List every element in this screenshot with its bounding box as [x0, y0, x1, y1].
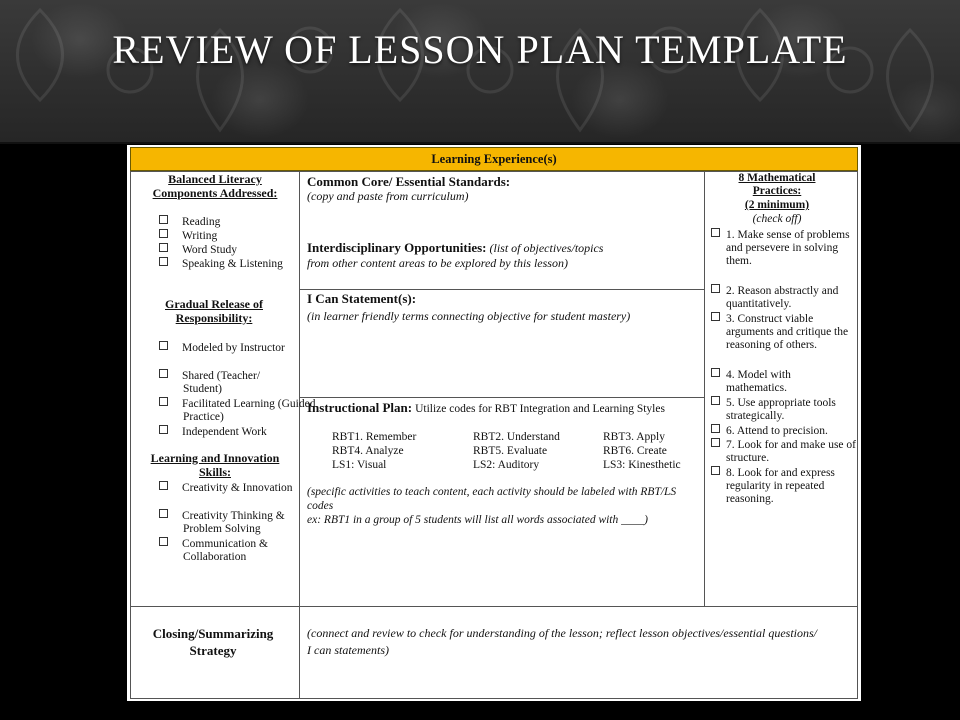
practice-item: 7. Look for and make use of structure. — [711, 438, 856, 465]
innovation-skills-title: Learning and Innovation Skills: — [150, 451, 280, 479]
list-item: Modeled by Instructor — [159, 341, 293, 355]
checkbox-icon[interactable] — [159, 243, 168, 252]
checkbox-icon[interactable] — [711, 424, 720, 433]
ican-title: I Can Statement(s): — [307, 291, 417, 306]
common-core-title: Common Core/ Essential Standards: — [307, 174, 511, 189]
checkbox-icon[interactable] — [159, 397, 168, 406]
checkbox-icon[interactable] — [159, 215, 168, 224]
checkbox-icon[interactable] — [159, 229, 168, 238]
balanced-literacy-title: Balanced Literacy Components Addressed: — [152, 172, 278, 200]
divider-closing — [130, 606, 858, 607]
checkbox-icon[interactable] — [159, 341, 168, 350]
practice-item: 2. Reason abstractly and quantitatively. — [711, 284, 852, 311]
code-ls3: LS3: Kinesthetic — [603, 459, 681, 471]
closing-title: Closing/Summarizing Strategy — [152, 626, 274, 658]
code-rbt5: RBT5. Evaluate — [473, 445, 548, 457]
math-practices-title: 8 Mathematical Practices: — [738, 172, 816, 197]
checkbox-icon[interactable] — [711, 466, 720, 475]
checkbox-icon[interactable] — [711, 368, 720, 377]
practice-item: 3. Construct viable arguments and critique the reasoning of others. — [711, 312, 856, 352]
checkbox-icon[interactable] — [711, 228, 720, 237]
divider-ican — [299, 289, 705, 290]
interdisciplinary-title: Interdisciplinary Opportunities: — [307, 240, 487, 255]
checkbox-icon[interactable] — [711, 438, 720, 447]
math-practices-check: (check off) — [752, 213, 802, 225]
practice-item: 6. Attend to precision. — [711, 424, 861, 438]
code-rbt6: RBT6. Create — [603, 445, 667, 457]
list-item: Independent Work — [159, 425, 267, 439]
activities-note: (specific activities to teach content, each activity should be labeled with RBT/LS codes — [307, 486, 677, 512]
learning-experience-header: Learning Experience(s) — [130, 147, 858, 171]
checkbox-icon[interactable] — [159, 537, 168, 546]
list-item: Shared (Teacher/ Student) — [159, 369, 293, 396]
ican-note: (in learner friendly terms connecting objective for student mastery) — [307, 309, 631, 323]
checkbox-icon[interactable] — [159, 509, 168, 518]
checkbox-icon[interactable] — [159, 425, 168, 434]
list-item: Creativity Thinking & Problem Solving — [159, 509, 318, 536]
list-item: Communication & Collaboration — [159, 537, 308, 564]
list-item: Word Study — [159, 243, 237, 257]
gradual-release-title: Gradual Release of Responsibility: — [165, 297, 263, 325]
code-rbt3: RBT3. Apply — [603, 431, 665, 443]
closing-note: (connect and review to check for understanding of the lesson; reflect lesson objectives/essential questions/ I can statements) — [307, 626, 817, 657]
practice-item: 8. Look for and express regularity in repeated reasoning. — [711, 466, 852, 506]
divider-right — [704, 171, 705, 607]
checkbox-icon[interactable] — [711, 284, 720, 293]
math-practices-minimum: (2 minimum) — [744, 199, 810, 211]
instructional-title: Instructional Plan: — [307, 400, 413, 415]
checkbox-icon[interactable] — [159, 369, 168, 378]
practice-item: 5. Use appropriate tools strategically. — [711, 396, 852, 423]
checkbox-icon[interactable] — [711, 312, 720, 321]
code-ls2: LS2: Auditory — [473, 459, 540, 471]
list-item: Speaking & Listening — [159, 257, 283, 271]
code-rbt1: RBT1. Remember — [332, 431, 417, 443]
code-rbt4: RBT4. Analyze — [332, 445, 404, 457]
practice-item: 4. Model with mathematics. — [711, 368, 852, 395]
instructional-note: Utilize codes for RBT Integration and Learning Styles — [415, 403, 665, 415]
interdisciplinary-note-2: from other content areas to be explored by this lesson) — [307, 256, 568, 270]
divider-instructional — [299, 397, 705, 398]
example-note: ex: RBT1 in a group of 5 students will list all words associated with ____) — [307, 514, 648, 526]
checkbox-icon[interactable] — [159, 257, 168, 266]
list-item: Writing — [159, 229, 217, 243]
divider-left — [299, 171, 300, 699]
common-core-note: (copy and paste from curriculum) — [307, 189, 469, 203]
list-item: Facilitated Learning (Guided Practice) — [159, 397, 318, 424]
checkbox-icon[interactable] — [159, 481, 168, 490]
code-rbt2: RBT2. Understand — [473, 431, 560, 443]
list-item: Creativity & Innovation — [159, 481, 293, 495]
practice-item: 1. Make sense of problems and persevere in solving them. — [711, 228, 852, 268]
code-ls1: LS1: Visual — [332, 459, 387, 471]
title-banner — [0, 0, 960, 144]
interdisciplinary-line — [307, 241, 702, 256]
slide-title: REVIEW OF LESSON PLAN TEMPLATE — [112, 27, 848, 72]
list-item: Reading — [159, 215, 220, 229]
checkbox-icon[interactable] — [711, 396, 720, 405]
lesson-plan-document — [127, 145, 861, 701]
instructional-line — [307, 401, 699, 417]
interdisciplinary-note: (list of objectives/topics — [489, 241, 604, 255]
